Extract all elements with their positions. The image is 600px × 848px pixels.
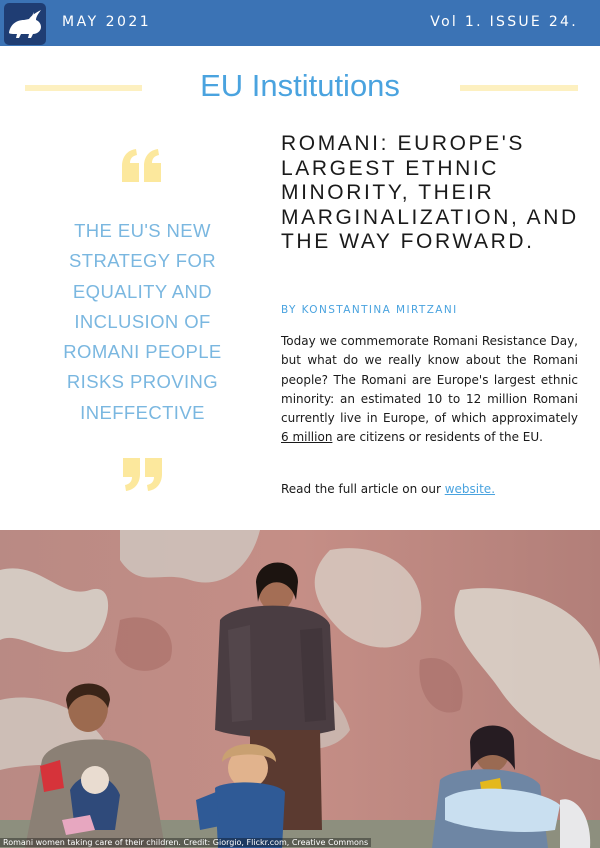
issue-number: Vol 1. ISSUE 24. [430,14,578,30]
photo-caption: Romani women taking care of their children. Credit: Giorgio, Flickr.com, Creative Commons [0,838,371,847]
rhino-logo-icon [4,3,46,45]
read-more-prefix: Read the full article on our [281,482,445,496]
article-headline: ROMANI: EUROPE'S LARGEST ETHNIC MINORITY, THEIR MARGINALIZATION, AND THE WAY FORWARD. [281,132,579,253]
close-quote-icon [120,456,164,492]
read-more-line [281,482,495,496]
title-divider-right [460,85,578,91]
body-text-end: are citizens or residents of the EU. [332,430,543,445]
article-photo [0,530,600,848]
article-body [281,332,578,448]
issue-date: MAY 2021 [62,14,152,30]
pull-quote: THE EU'S NEW STRATEGY FOR EQUALITY AND INCLUSION OF ROMANI PEOPLE RISKS PROVING INEFFECTIVE [63,220,222,423]
section-title: EU Institutions [200,68,400,103]
body-text-start: Today we commemorate Romani Resistance Day, but what do we really know about the Romani people? The Romani are Europe's largest ethnic minority: an estimated 10 to 12 million Romani currently live in Europe, of which approximately [281,334,578,426]
six-million-figure: 6 million [281,430,333,445]
open-quote-icon [120,148,164,184]
article-byline: BY KONSTANTINA MIRTZANI [281,304,458,316]
website-link[interactable]: website. [444,482,496,496]
header-bar [0,0,600,46]
